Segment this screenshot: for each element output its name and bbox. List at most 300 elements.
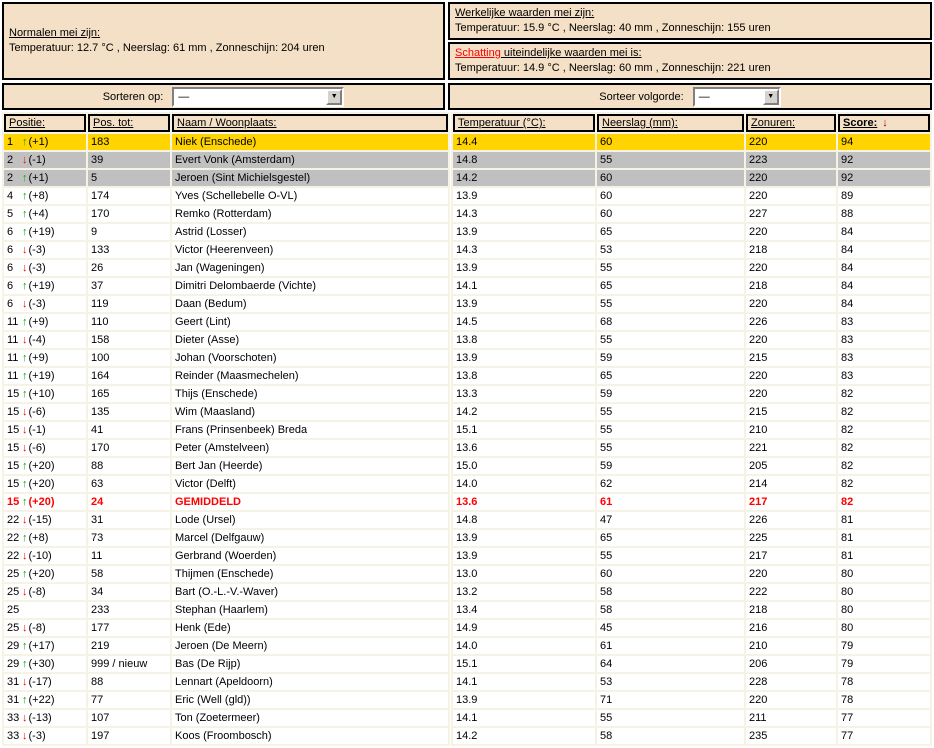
column-header-zonuren[interactable]: Zonuren: <box>746 114 836 132</box>
estimate-title-rest: uiteindelijke waarden mei is: <box>500 47 642 59</box>
cell-pos-tot: 135 <box>88 404 170 420</box>
cell-neerslag: 55 <box>597 710 744 726</box>
ranking-tables <box>2 112 932 746</box>
cell-naam: Victor (Delft) <box>172 476 448 492</box>
table-row <box>453 728 930 744</box>
down-arrow-icon: ↓ <box>22 442 28 454</box>
cell-positie <box>4 548 86 564</box>
cell-zonuren: 218 <box>746 602 836 618</box>
column-header-temperatuur[interactable]: Temperatuur (°C): <box>453 114 595 132</box>
cell-pos-tot: 158 <box>88 332 170 348</box>
cell-neerslag: 58 <box>597 728 744 744</box>
table-row <box>453 440 930 456</box>
cell-positie <box>4 368 86 384</box>
column-header-neerslag[interactable]: Neerslag (mm): <box>597 114 744 132</box>
cell-temperatuur: 13.9 <box>453 224 595 240</box>
cell-neerslag: 60 <box>597 206 744 222</box>
cell-neerslag: 59 <box>597 458 744 474</box>
position-number: 31 <box>7 694 20 706</box>
cell-pos-tot: 39 <box>88 152 170 168</box>
cell-pos-tot: 170 <box>88 206 170 222</box>
position-number: 22 <box>7 550 20 562</box>
cell-temperatuur: 14.1 <box>453 710 595 726</box>
cell-score: 81 <box>838 512 930 528</box>
cell-neerslag: 55 <box>597 260 744 276</box>
cell-naam: Koos (Froombosch) <box>172 728 448 744</box>
table-row <box>4 314 448 330</box>
cell-neerslag: 55 <box>597 404 744 420</box>
cell-temperatuur: 13.9 <box>453 296 595 312</box>
table-row <box>453 350 930 366</box>
cell-pos-tot: 183 <box>88 134 170 150</box>
cell-neerslag: 55 <box>597 296 744 312</box>
table-row <box>4 710 448 726</box>
cell-naam: Thijs (Enschede) <box>172 386 448 402</box>
cell-temperatuur: 14.9 <box>453 620 595 636</box>
cell-temperatuur: 14.3 <box>453 242 595 258</box>
position-number: 6 <box>7 280 14 292</box>
cell-pos-tot: 164 <box>88 368 170 384</box>
table-row <box>453 332 930 348</box>
cell-pos-tot: 110 <box>88 314 170 330</box>
column-header-positie[interactable]: Positie: <box>4 114 86 132</box>
cell-positie <box>4 278 86 294</box>
position-change: (-3) <box>28 730 46 742</box>
cell-neerslag: 65 <box>597 224 744 240</box>
cell-naam: Wim (Maasland) <box>172 404 448 420</box>
cell-positie <box>4 350 86 366</box>
position-change: (-10) <box>28 550 52 562</box>
cell-score: 82 <box>838 440 930 456</box>
cell-temperatuur: 13.9 <box>453 260 595 276</box>
cell-score: 77 <box>838 710 930 726</box>
down-arrow-icon: ↓ <box>22 730 28 742</box>
cell-temperatuur: 13.4 <box>453 602 595 618</box>
sort-controls <box>2 83 932 110</box>
cell-neerslag: 53 <box>597 674 744 690</box>
cell-pos-tot: 119 <box>88 296 170 312</box>
sort-by-label: Sorteren op: <box>102 90 164 103</box>
cell-temperatuur: 13.8 <box>453 368 595 384</box>
table-row <box>453 134 930 150</box>
down-arrow-icon: ↓ <box>22 676 28 688</box>
cell-naam: Marcel (Delfgauw) <box>172 530 448 546</box>
table-row <box>4 602 448 618</box>
cell-neerslag: 60 <box>597 188 744 204</box>
cell-neerslag: 58 <box>597 584 744 600</box>
cell-temperatuur: 14.5 <box>453 314 595 330</box>
table-row <box>4 458 448 474</box>
cell-positie <box>4 386 86 402</box>
position-number: 29 <box>7 640 20 652</box>
column-header-naam[interactable]: Naam / Woonplaats: <box>172 114 448 132</box>
cell-positie <box>4 530 86 546</box>
table-row <box>4 548 448 564</box>
cell-score: 81 <box>838 530 930 546</box>
cell-positie <box>4 224 86 240</box>
cell-neerslag: 55 <box>597 152 744 168</box>
up-arrow-icon: ↑ <box>22 658 28 670</box>
normals-box <box>2 2 445 80</box>
cell-zonuren: 226 <box>746 314 836 330</box>
cell-naam: Evert Vonk (Amsterdam) <box>172 152 448 168</box>
cell-naam: Remko (Rotterdam) <box>172 206 448 222</box>
cell-positie <box>4 584 86 600</box>
cell-naam: Jeroen (De Meern) <box>172 638 448 654</box>
sort-descending-icon: ↓ <box>882 117 888 129</box>
cell-zonuren: 220 <box>746 296 836 312</box>
position-number: 6 <box>7 262 14 274</box>
position-number: 25 <box>7 622 20 634</box>
cell-naam: Jeroen (Sint Michielsgestel) <box>172 170 448 186</box>
cell-zonuren: 215 <box>746 404 836 420</box>
position-number: 2 <box>7 154 14 166</box>
position-change: (+20) <box>28 460 55 472</box>
cell-positie <box>4 188 86 204</box>
sort-order-label: Sorteer volgorde: <box>599 90 684 103</box>
cell-pos-tot: 73 <box>88 530 170 546</box>
cell-zonuren: 210 <box>746 422 836 438</box>
table-row <box>453 602 930 618</box>
cell-positie <box>4 152 86 168</box>
cell-naam: Ton (Zoetermeer) <box>172 710 448 726</box>
position-number: 15 <box>7 478 20 490</box>
cell-naam: Victor (Heerenveen) <box>172 242 448 258</box>
cell-score: 81 <box>838 548 930 564</box>
position-change: (+8) <box>28 190 49 202</box>
cell-zonuren: 227 <box>746 206 836 222</box>
cell-zonuren: 220 <box>746 368 836 384</box>
cell-temperatuur: 14.2 <box>453 170 595 186</box>
cell-zonuren: 214 <box>746 476 836 492</box>
up-arrow-icon: ↑ <box>22 496 28 508</box>
actual-title: Werkelijke waarden mei zijn: <box>455 7 595 19</box>
up-arrow-icon: ↑ <box>22 190 28 202</box>
position-change: (-3) <box>28 298 46 310</box>
table-row <box>453 638 930 654</box>
cell-zonuren: 223 <box>746 152 836 168</box>
position-change: (-6) <box>28 442 46 454</box>
cell-temperatuur: 14.2 <box>453 728 595 744</box>
position-change: (+19) <box>28 226 55 238</box>
table-row <box>4 206 448 222</box>
position-change: (-3) <box>28 244 46 256</box>
position-change: (+10) <box>28 388 55 400</box>
cell-pos-tot: 197 <box>88 728 170 744</box>
sort-order-box <box>448 83 932 110</box>
cell-pos-tot: 11 <box>88 548 170 564</box>
table-row <box>4 332 448 348</box>
cell-positie <box>4 260 86 276</box>
cell-pos-tot: 26 <box>88 260 170 276</box>
cell-naam: Frans (Prinsenbeek) Breda <box>172 422 448 438</box>
up-arrow-icon: ↑ <box>22 532 28 544</box>
normals-title: Normalen mei zijn: <box>9 27 101 39</box>
cell-score: 92 <box>838 152 930 168</box>
table-row <box>4 728 448 744</box>
position-change: (+20) <box>28 496 55 508</box>
cell-zonuren: 210 <box>746 638 836 654</box>
table-row <box>4 584 448 600</box>
chevron-down-icon[interactable]: ▼ <box>326 89 342 105</box>
cell-neerslag: 47 <box>597 512 744 528</box>
down-arrow-icon: ↓ <box>22 514 28 526</box>
position-change: (+20) <box>28 568 55 580</box>
cell-neerslag: 45 <box>597 620 744 636</box>
position-number: 11 <box>7 334 19 346</box>
cell-positie <box>4 422 86 438</box>
table-row <box>453 206 930 222</box>
cell-naam: Dieter (Asse) <box>172 332 448 348</box>
cell-naam: Daan (Bedum) <box>172 296 448 312</box>
table-row <box>4 494 448 510</box>
cell-positie <box>4 440 86 456</box>
cell-temperatuur: 13.8 <box>453 332 595 348</box>
cell-pos-tot: 31 <box>88 512 170 528</box>
sort-order-select[interactable] <box>693 87 781 107</box>
position-change: (-15) <box>28 514 52 526</box>
cell-positie <box>4 656 86 672</box>
table-row <box>453 674 930 690</box>
up-arrow-icon: ↑ <box>22 352 28 364</box>
cell-score: 80 <box>838 602 930 618</box>
actual-values: Temperatuur: 15.9 °C , Neerslag: 40 mm , Zonneschijn: 155 uren <box>455 22 771 34</box>
cell-zonuren: 218 <box>746 242 836 258</box>
cell-zonuren: 205 <box>746 458 836 474</box>
cell-pos-tot: 77 <box>88 692 170 708</box>
table-row <box>453 692 930 708</box>
table-row <box>4 476 448 492</box>
cell-pos-tot: 5 <box>88 170 170 186</box>
cell-temperatuur: 15.1 <box>453 422 595 438</box>
up-arrow-icon: ↑ <box>22 208 28 220</box>
cell-score: 84 <box>838 224 930 240</box>
sort-by-box <box>2 83 445 110</box>
cell-naam: Johan (Voorschoten) <box>172 350 448 366</box>
cell-naam: Lennart (Apeldoorn) <box>172 674 448 690</box>
cell-pos-tot: 133 <box>88 242 170 258</box>
cell-pos-tot: 177 <box>88 620 170 636</box>
table-row <box>4 350 448 366</box>
cell-neerslag: 61 <box>597 494 744 510</box>
down-arrow-icon: ↓ <box>22 424 28 436</box>
table-row <box>4 692 448 708</box>
cell-naam: Henk (Ede) <box>172 620 448 636</box>
cell-score: 79 <box>838 638 930 654</box>
chevron-down-icon[interactable]: ▼ <box>763 89 779 105</box>
column-header-pos-tot[interactable]: Pos. tot: <box>88 114 170 132</box>
cell-score: 92 <box>838 170 930 186</box>
cell-naam: Eric (Well (gld)) <box>172 692 448 708</box>
cell-positie <box>4 476 86 492</box>
position-number: 1 <box>7 136 14 148</box>
cell-pos-tot: 88 <box>88 674 170 690</box>
cell-temperatuur: 13.9 <box>453 188 595 204</box>
table-row <box>453 566 930 582</box>
table-row <box>4 260 448 276</box>
table-row <box>4 368 448 384</box>
position-number: 4 <box>7 190 14 202</box>
cell-score: 80 <box>838 620 930 636</box>
cell-score: 82 <box>838 386 930 402</box>
cell-pos-tot: 88 <box>88 458 170 474</box>
table-row <box>4 134 448 150</box>
cell-pos-tot: 174 <box>88 188 170 204</box>
table-row <box>453 584 930 600</box>
ranking-table-left <box>2 112 450 746</box>
table-row <box>4 296 448 312</box>
column-header-score[interactable]: Score: ↓ <box>838 114 930 132</box>
cell-neerslag: 60 <box>597 566 744 582</box>
cell-zonuren: 220 <box>746 260 836 276</box>
position-number: 15 <box>7 442 20 454</box>
table-row <box>4 224 448 240</box>
cell-positie <box>4 296 86 312</box>
cell-zonuren: 218 <box>746 278 836 294</box>
cell-pos-tot: 24 <box>88 494 170 510</box>
sort-by-select[interactable] <box>172 87 344 107</box>
cell-score: 78 <box>838 674 930 690</box>
table-row <box>453 476 930 492</box>
position-number: 15 <box>7 388 20 400</box>
cell-score: 94 <box>838 134 930 150</box>
table-row <box>453 548 930 564</box>
position-number: 25 <box>7 604 20 616</box>
cell-positie <box>4 494 86 510</box>
position-change: (+30) <box>28 658 55 670</box>
cell-temperatuur: 14.0 <box>453 638 595 654</box>
cell-zonuren: 228 <box>746 674 836 690</box>
cell-pos-tot: 63 <box>88 476 170 492</box>
cell-pos-tot: 34 <box>88 584 170 600</box>
cell-score: 82 <box>838 476 930 492</box>
position-change: (-13) <box>28 712 52 724</box>
cell-naam: Stephan (Haarlem) <box>172 602 448 618</box>
cell-temperatuur: 15.1 <box>453 656 595 672</box>
cell-positie <box>4 206 86 222</box>
cell-naam: Niek (Enschede) <box>172 134 448 150</box>
cell-score: 82 <box>838 458 930 474</box>
position-change: (+9) <box>28 316 49 328</box>
cell-temperatuur: 14.1 <box>453 278 595 294</box>
cell-temperatuur: 13.3 <box>453 386 595 402</box>
cell-temperatuur: 13.9 <box>453 548 595 564</box>
position-change: (+1) <box>28 136 49 148</box>
position-number: 11 <box>7 352 19 364</box>
table-row <box>453 656 930 672</box>
table-row <box>453 494 930 510</box>
normals-values: Temperatuur: 12.7 °C , Neerslag: 61 mm , Zonneschijn: 204 uren <box>9 42 325 54</box>
cell-neerslag: 64 <box>597 656 744 672</box>
cell-pos-tot: 37 <box>88 278 170 294</box>
cell-positie <box>4 332 86 348</box>
cell-score: 84 <box>838 242 930 258</box>
up-arrow-icon: ↑ <box>22 172 28 184</box>
cell-zonuren: 221 <box>746 440 836 456</box>
table-row <box>453 368 930 384</box>
position-change: (-8) <box>28 622 46 634</box>
table-row <box>453 152 930 168</box>
table-row <box>4 152 448 168</box>
estimate-title <box>455 46 925 61</box>
cell-temperatuur: 13.2 <box>453 584 595 600</box>
position-number: 2 <box>7 172 14 184</box>
cell-zonuren: 220 <box>746 386 836 402</box>
table-row <box>453 530 930 546</box>
down-arrow-icon: ↓ <box>22 550 28 562</box>
header-row <box>453 114 930 132</box>
cell-score: 83 <box>838 332 930 348</box>
cell-neerslag: 59 <box>597 350 744 366</box>
cell-temperatuur: 14.4 <box>453 134 595 150</box>
up-arrow-icon: ↑ <box>22 280 28 292</box>
down-arrow-icon: ↓ <box>22 334 28 346</box>
cell-neerslag: 55 <box>597 422 744 438</box>
cell-score: 83 <box>838 314 930 330</box>
cell-temperatuur: 14.2 <box>453 404 595 420</box>
schatting-link[interactable]: Schatting <box>455 47 501 59</box>
cell-naam: Peter (Amstelveen) <box>172 440 448 456</box>
position-change: (+19) <box>28 280 55 292</box>
cell-neerslag: 55 <box>597 332 744 348</box>
cell-pos-tot: 9 <box>88 224 170 240</box>
cell-positie <box>4 620 86 636</box>
cell-naam: Yves (Schellebelle O-VL) <box>172 188 448 204</box>
table-row <box>4 566 448 582</box>
position-number: 15 <box>7 406 20 418</box>
cell-naam: Jan (Wageningen) <box>172 260 448 276</box>
position-change: (-8) <box>28 586 46 598</box>
cell-positie <box>4 638 86 654</box>
down-arrow-icon: ↓ <box>22 586 28 598</box>
down-arrow-icon: ↓ <box>22 244 28 256</box>
estimate-values: Temperatuur: 14.9 °C , Neerslag: 60 mm , Zonneschijn: 221 uren <box>455 62 771 74</box>
cell-score: 84 <box>838 260 930 276</box>
estimate-box <box>448 42 932 80</box>
position-change: (+20) <box>28 478 55 490</box>
table-row <box>453 278 930 294</box>
cell-positie <box>4 566 86 582</box>
cell-neerslag: 65 <box>597 530 744 546</box>
cell-zonuren: 217 <box>746 494 836 510</box>
cell-pos-tot: 107 <box>88 710 170 726</box>
down-arrow-icon: ↓ <box>22 406 28 418</box>
position-change: (+4) <box>28 208 49 220</box>
position-change: (+9) <box>28 352 49 364</box>
cell-pos-tot: 100 <box>88 350 170 366</box>
cell-pos-tot: 233 <box>88 602 170 618</box>
down-arrow-icon: ↓ <box>22 154 28 166</box>
table-row <box>453 170 930 186</box>
cell-pos-tot: 999 / nieuw <box>88 656 170 672</box>
up-arrow-icon: ↑ <box>22 136 28 148</box>
cell-neerslag: 65 <box>597 368 744 384</box>
info-panels <box>2 2 932 80</box>
cell-neerslag: 58 <box>597 602 744 618</box>
sort-by-value: — <box>178 90 190 103</box>
cell-score: 82 <box>838 404 930 420</box>
cell-temperatuur: 13.6 <box>453 494 595 510</box>
position-number: 6 <box>7 226 14 238</box>
position-change: (+8) <box>28 532 49 544</box>
cell-neerslag: 60 <box>597 134 744 150</box>
cell-neerslag: 55 <box>597 440 744 456</box>
cell-neerslag: 68 <box>597 314 744 330</box>
cell-zonuren: 220 <box>746 224 836 240</box>
position-number: 5 <box>7 208 14 220</box>
cell-neerslag: 55 <box>597 548 744 564</box>
cell-positie <box>4 710 86 726</box>
